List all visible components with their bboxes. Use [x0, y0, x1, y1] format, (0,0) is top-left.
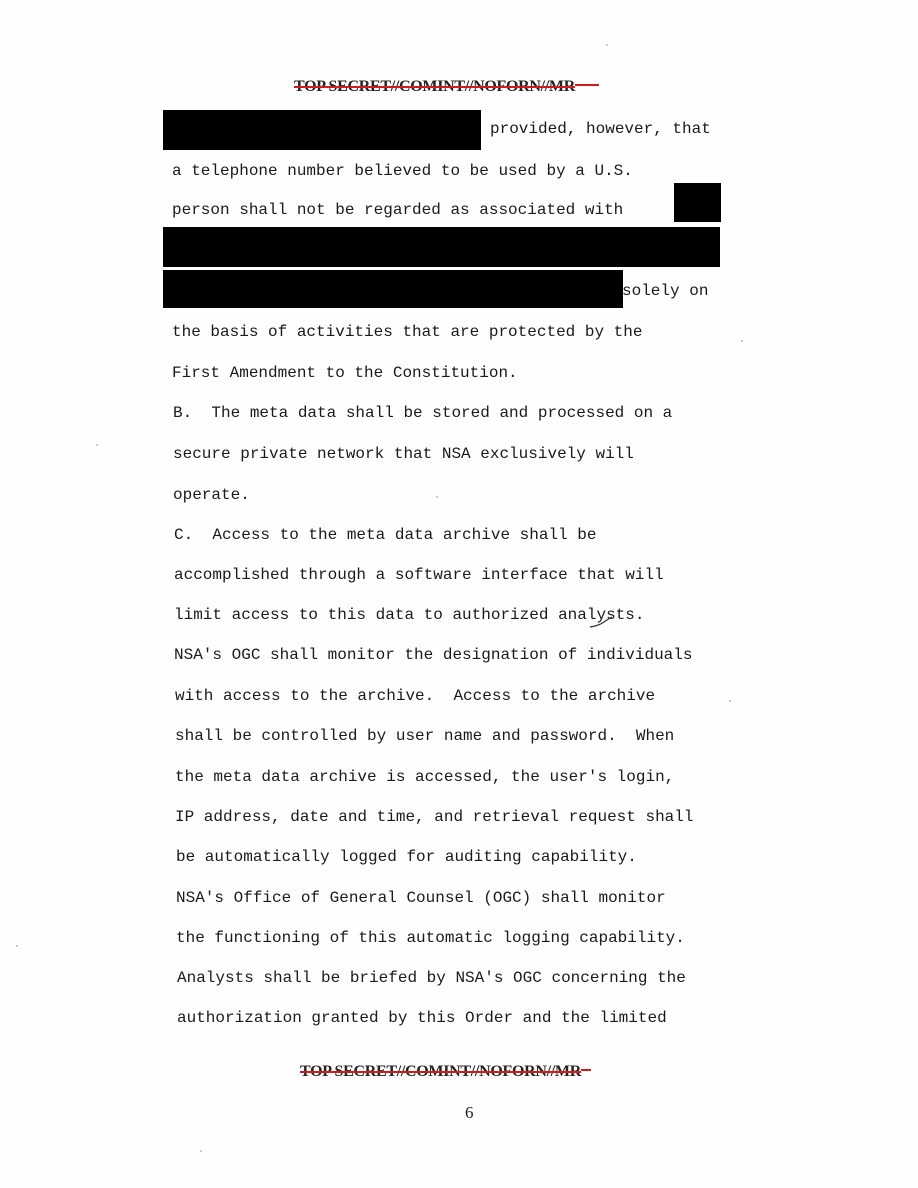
footer-classification-text: TOP SECRET//COMINT//NOFORN//MR	[300, 1063, 581, 1080]
header-classification-marking	[294, 78, 599, 96]
body-line: limit access to this data to authorized analysts.	[174, 606, 645, 624]
scan-speck	[606, 44, 608, 46]
redaction-block	[674, 183, 721, 222]
body-line: provided, however, that	[490, 120, 711, 138]
body-line: with access to the archive. Access to the archive	[175, 687, 656, 705]
scan-speck	[16, 945, 18, 947]
body-line: a telephone number believed to be used by a U.S.	[172, 162, 633, 180]
body-line: solely on	[622, 282, 709, 300]
body-line: C. Access to the meta data archive shall be	[174, 526, 597, 544]
scan-speck	[200, 1150, 202, 1152]
body-line: Analysts shall be briefed by NSA's OGC concerning the	[177, 969, 686, 987]
scan-speck	[96, 444, 98, 446]
redaction-block	[163, 270, 623, 308]
redaction-block	[163, 227, 720, 267]
body-line: IP address, date and time, and retrieval request shall	[175, 808, 694, 826]
scan-speck	[729, 700, 731, 702]
body-line: person shall not be regarded as associated with	[172, 201, 624, 219]
body-line: NSA's Office of General Counsel (OGC) shall monitor	[176, 889, 666, 907]
page-number: 6	[465, 1103, 474, 1122]
body-line: the functioning of this automatic logging capability.	[176, 929, 685, 947]
body-line: B. The meta data shall be stored and processed on a	[173, 404, 673, 422]
footer-strike-extension	[581, 1069, 591, 1071]
body-line: be automatically logged for auditing capability.	[176, 848, 637, 866]
body-line: accomplished through a software interface that will	[174, 566, 664, 584]
redaction-block	[163, 110, 481, 150]
body-line: the basis of activities that are protected by the	[172, 323, 643, 341]
body-line: shall be controlled by user name and password. When	[175, 727, 675, 745]
scan-speck	[741, 340, 743, 342]
body-line: the meta data archive is accessed, the user's login,	[175, 768, 675, 786]
scan-speck	[436, 496, 438, 498]
header-classification-text: TOP SECRET//COMINT//NOFORN//MR	[294, 78, 575, 95]
header-strike-extension	[575, 84, 599, 86]
footer-classification-marking	[300, 1063, 591, 1081]
body-line: First Amendment to the Constitution.	[172, 364, 518, 382]
body-line: NSA's OGC shall monitor the designation of individuals	[174, 646, 693, 664]
body-line: secure private network that NSA exclusively will	[173, 445, 634, 463]
handwritten-mark	[588, 616, 614, 630]
body-line: operate.	[173, 486, 250, 504]
body-line: authorization granted by this Order and the limited	[177, 1009, 667, 1027]
